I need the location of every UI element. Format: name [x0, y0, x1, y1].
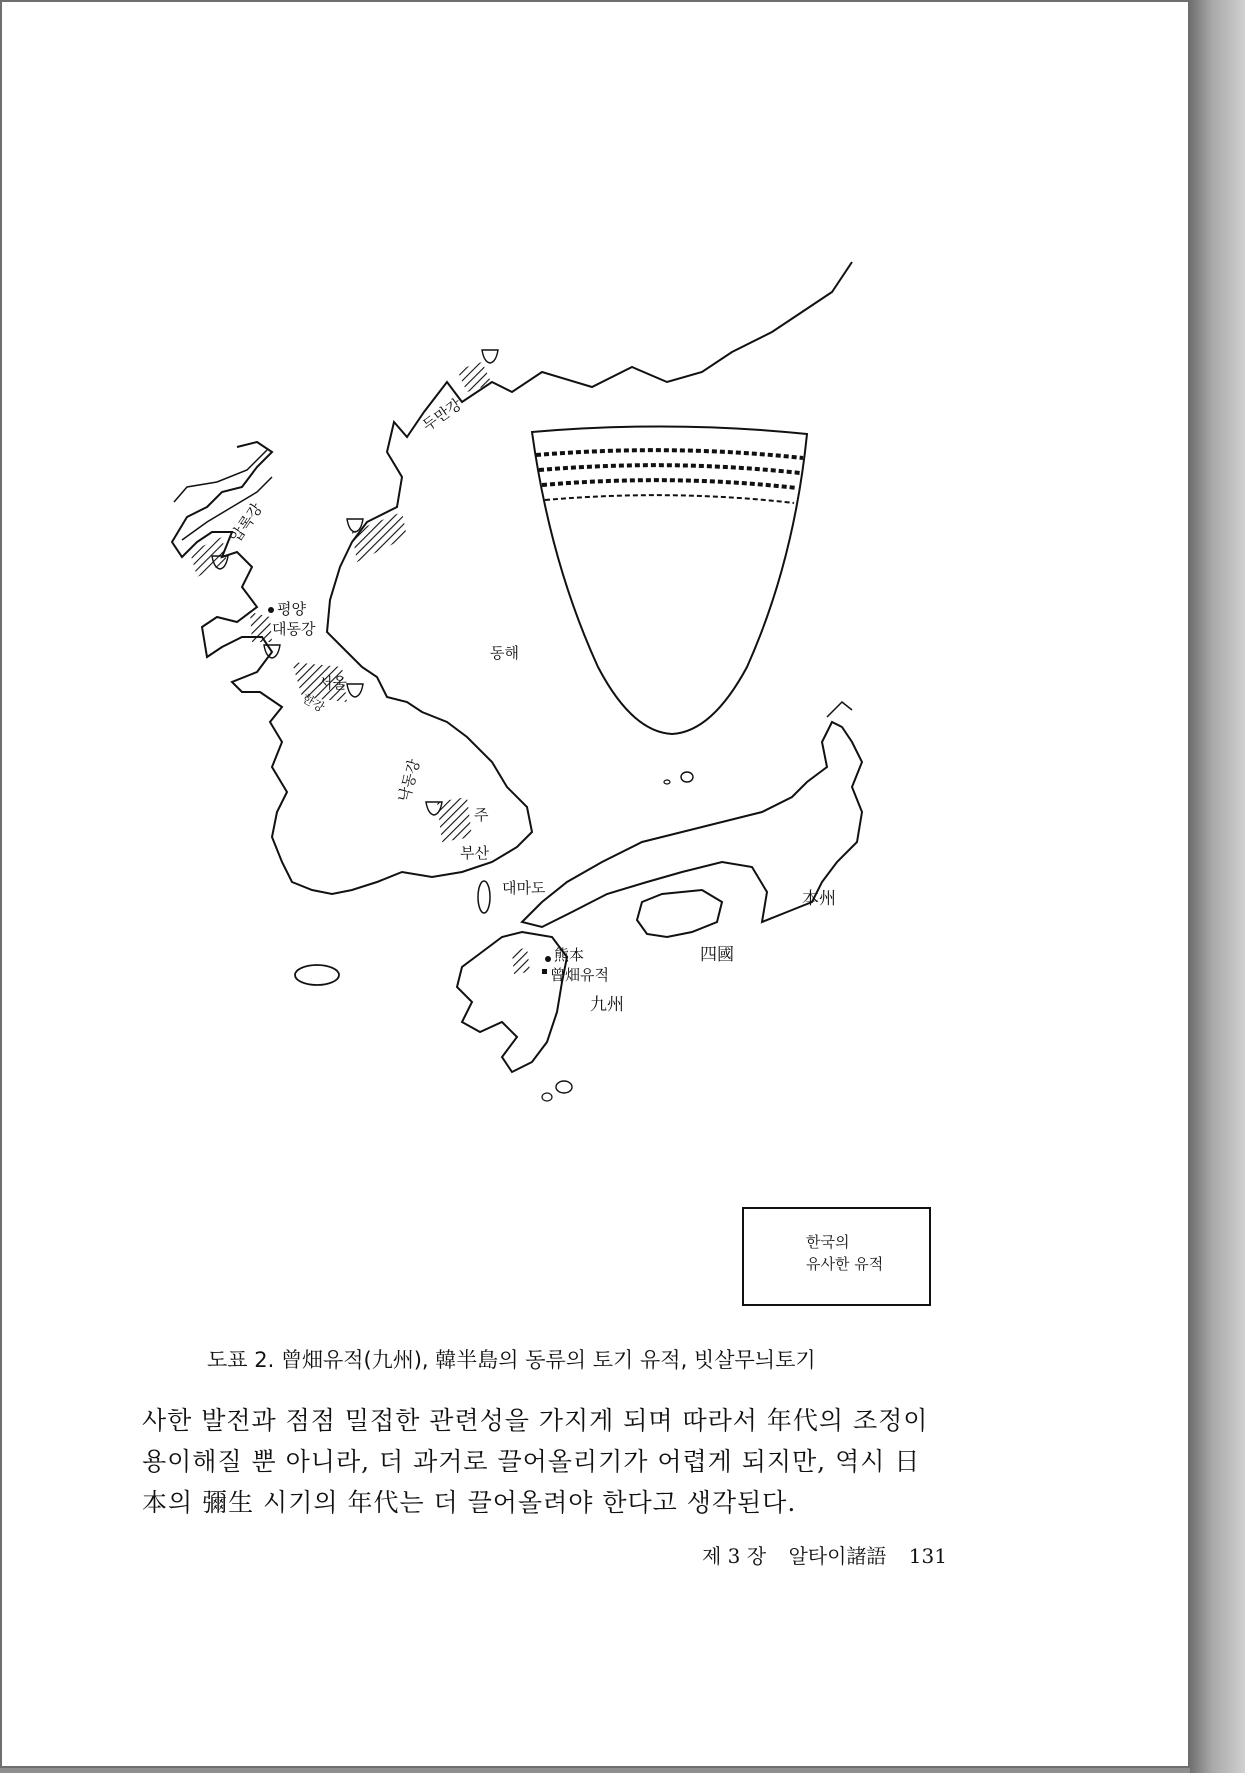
- kyushu-coastline: [457, 932, 567, 1072]
- hokkaido-fragment: [827, 702, 852, 717]
- map-legend: [742, 1207, 931, 1306]
- small-island: [681, 772, 693, 782]
- site-pot-markers: [212, 350, 498, 815]
- label-east-sea: 동해: [490, 644, 519, 662]
- southern-island-2: [542, 1093, 552, 1101]
- label-taedong-river: 대동강: [272, 620, 316, 638]
- label-tsushima: 대마도: [502, 879, 546, 897]
- label-ulsan-partial: 주: [474, 806, 489, 824]
- label-seoul: 서울: [318, 674, 347, 692]
- label-sobata-site: 曾畑유적: [550, 966, 609, 984]
- southern-island: [556, 1081, 572, 1093]
- korean-peninsula-coastline: [172, 262, 852, 894]
- sobata-site-marker: [542, 969, 547, 974]
- site-area-kyushu: [512, 947, 530, 974]
- legend-line-1: 한국의: [806, 1233, 850, 1251]
- label-yalu-river: 압록강: [226, 499, 266, 546]
- body-line-3: 本의 彌生 시기의 年代는 더 끌어올려야 한다고 생각된다.: [142, 1488, 797, 1517]
- label-kyushu: 九州: [590, 995, 624, 1015]
- label-busan: 부산: [460, 844, 489, 862]
- pyongyang-dot: [268, 607, 274, 613]
- kumamoto-dot: [545, 956, 551, 962]
- figure-caption: 도표 2. 曾畑유적(九州), 韓半島의 동류의 토기 유적, 빗살무늬토기: [207, 1348, 816, 1372]
- footer-chapter: 제 3 장: [702, 1544, 767, 1568]
- map-drawing: [162, 222, 1012, 1322]
- label-kumamoto: 熊本: [554, 946, 585, 964]
- site-area-taedong: [250, 612, 272, 642]
- label-shikoku: 四國: [700, 945, 734, 965]
- label-honshu: 本州: [802, 889, 836, 909]
- label-han-river: 한강: [299, 691, 327, 715]
- footer-chapter-title: 알타이諸語: [788, 1544, 887, 1568]
- site-area-tumen: [457, 362, 492, 392]
- page-number: 131: [908, 1544, 947, 1568]
- small-island-2: [664, 780, 670, 784]
- label-pyongyang: 평양: [277, 600, 306, 618]
- label-nakdong-river: 낙동강: [394, 757, 424, 804]
- comb-pattern-pottery-illustration: [532, 426, 807, 734]
- legend-line-2: 유사한 유적: [806, 1255, 884, 1273]
- label-tumen-river: 두만강: [419, 395, 466, 435]
- body-paragraph: [142, 1400, 1022, 1523]
- page-edge-shadow: [1190, 0, 1245, 1773]
- body-line-2: 용이해질 뿐 아니라, 더 과거로 끌어올리기가 어렵게 되지만, 역시 日: [142, 1447, 921, 1476]
- body-line-1: 사한 발전과 점점 밀접한 관련성을 가지게 되며 따라서 年代의 조정이: [142, 1406, 929, 1435]
- tsushima-island: [478, 881, 490, 913]
- running-footer: [702, 1540, 963, 1569]
- shikoku-coastline: [637, 890, 722, 937]
- map-figure: [162, 222, 1012, 1322]
- jeju-island: [295, 965, 339, 985]
